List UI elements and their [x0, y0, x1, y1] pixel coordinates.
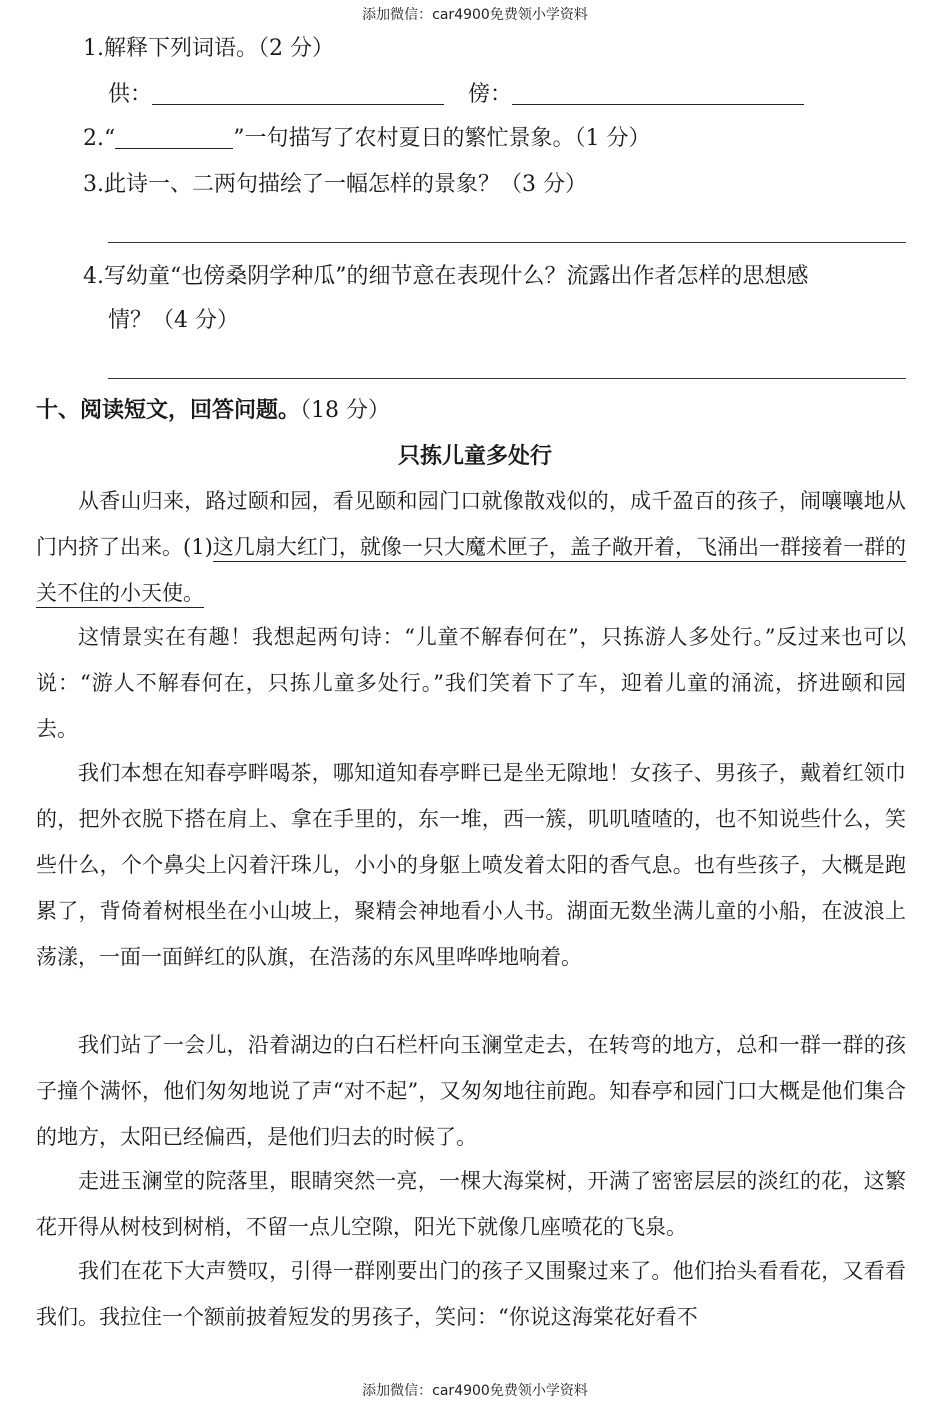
question-3: 3.此诗一、二两句描绘了一幅怎样的景象？（3 分）	[83, 172, 587, 197]
question-1-blanks	[108, 80, 938, 110]
answer-line-q4[interactable]	[108, 378, 906, 379]
section-label: 十、阅读短文，回答问题。	[36, 398, 301, 423]
question-4-line2: 情？（4 分）	[108, 308, 239, 333]
answer-blank-bang[interactable]	[512, 82, 804, 105]
paragraph-3: 我们本想在知春亭畔喝茶，哪知道知春亭畔已是坐无隙地！女孩子、男孩子，戴着红领巾的，把外衣脱下搭在肩上、拿在手里的，东一堆，西一簇，叽叽喳喳的，也不知说些什么，笑些什么，个个鼻尖上闪着汗珠儿，小小的身躯上喷发着太阳的香气息。也有些孩子，大概是跑累了，背倚着树根坐在小山坡上，聚精会神地看小人书。湖面无数坐满儿童的小船，在波浪上荡漾，一面一面鲜红的队旗，在浩荡的东风里哗哗地响着。	[36, 761, 906, 969]
question-2-prefix: 2.“	[83, 126, 116, 151]
paragraph-5: 走进玉澜堂的院落里，眼睛突然一亮，一棵大海棠树，开满了密密层层的淡红的花，这繁花开得从树枝到树梢，不留一点儿空隙，阳光下就像几座喷花的飞泉。	[36, 1169, 906, 1239]
watermark-top: 添加微信：car4900免费领小学资料	[362, 7, 588, 23]
paragraph-1	[36, 478, 906, 616]
question-4-line1: 4.写幼童“也傍桑阴学种瓜”的细节意在表现什么？流露出作者怎样的思想感	[83, 264, 809, 289]
watermark-bottom: 添加微信：car4900免费领小学资料	[362, 1383, 588, 1399]
word-gong-label: 供：	[108, 82, 153, 107]
paragraph-6: 我们在花下大声赞叹，引得一群刚要出门的孩子又围聚过来了。他们抬头看看花，又看看我们。我拉住一个额前披着短发的男孩子，笑问：“你说这海棠花好看不	[36, 1259, 906, 1329]
paragraph-2: 这情景实在有趣！我想起两句诗：“儿童不解春何在”，只拣游人多处行。”反过来也可以说：“游人不解春何在，只拣儿童多处行。”我们笑着下了车，迎着儿童的涌流，挤进颐和园去。	[36, 625, 906, 741]
article-title: 只拣儿童多处行	[397, 444, 552, 469]
question-2	[83, 124, 913, 154]
paragraph-4: 我们站了一会儿，沿着湖边的白石栏杆向玉澜堂走去，在转弯的地方，总和一群一群的孩子撞个满怀，他们匆匆地说了声“对不起”，又匆匆地往前跑。知春亭和园门口大概是他们集合的地方，太阳已经偏西，是他们归去的时候了。	[36, 1033, 906, 1149]
section-heading	[36, 396, 390, 426]
answer-blank-gong[interactable]	[152, 82, 444, 105]
question-2-suffix: ”一句描写了农村夏日的繁忙景象。（1 分）	[233, 126, 651, 151]
underlined-sentence-1: 这几扇大红门，就像一只大魔术匣子，盖子敞开着，飞涌出一群接着一群的关不住的小天使。	[36, 535, 906, 608]
section-points: （18 分）	[300, 398, 391, 423]
word-bang-label: 傍：	[468, 82, 513, 107]
answer-blank-q2[interactable]	[115, 126, 233, 149]
question-1: 1.解释下列词语。（2 分）	[83, 36, 334, 61]
answer-line-q3[interactable]	[108, 242, 906, 243]
paragraph-1-text: 从香山归来，路过颐和园，看见颐和园门口就像散戏似的，成千盈百的孩子，闹嚷嚷地从门内挤了出来。(1)	[36, 489, 906, 559]
